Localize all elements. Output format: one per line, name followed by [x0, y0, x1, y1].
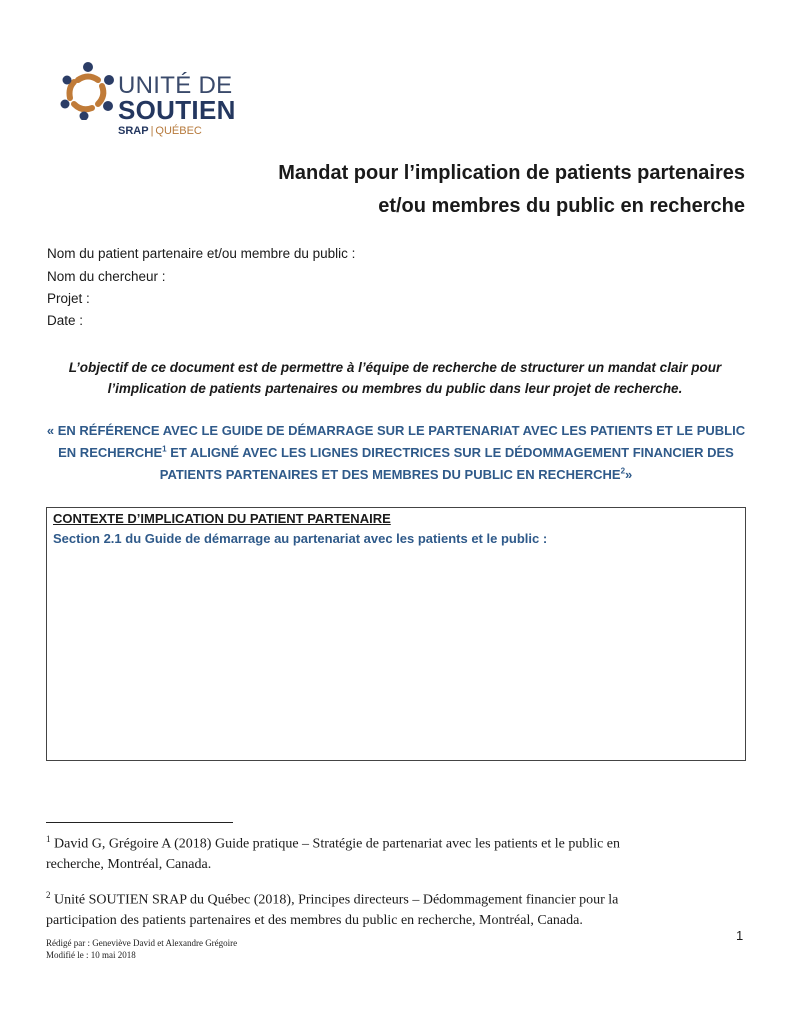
context-section-label: Section 2.1 du Guide de démarrage au partenariat avec les patients et le public : [53, 531, 548, 546]
logo-ring [70, 77, 104, 110]
logo-line1: UNITÉ DE [118, 72, 233, 99]
author-note: Rédigé par : Geneviève David et Alexandre Grégoire [46, 938, 238, 948]
title-line1: Mandat pour l’implication de patients partenaires [278, 162, 745, 184]
document-title [278, 157, 745, 223]
field-researcher-name: Nom du chercheur : [47, 269, 166, 284]
reference-part1: « EN RÉFÉRENCE AVEC LE GUIDE DE DÉMARRAGE SUR LE PARTENARIAT AVEC LES PATIENTS ET LE PUBLIC EN RECHERCHE [46, 423, 746, 460]
logo-separator: | [150, 125, 154, 137]
page-number: 1 [736, 928, 744, 943]
logo-wordmark [118, 74, 258, 138]
footnote-1 [46, 829, 736, 875]
field-patient-name: Nom du patient partenaire et/ou membre du public : [47, 246, 356, 261]
reference-part2: ET ALIGNÉ AVEC LES LIGNES DIRECTRICES SUR LE DÉDOMMAGEMENT FINANCIER DES PATIENTS PARTENAIRES ET DES MEMBRES DU PUBLIC EN RECHERCHE [159, 445, 734, 482]
footnote-2-line1: Unité SOUTIEN SRAP du Québec (2018), Principes directeurs – Dédommagement financier pour la [54, 892, 619, 908]
modified-note: Modifié le : 10 mai 2018 [46, 950, 136, 960]
footnote-1-line2: recherche, Montréal, Canada. [46, 856, 212, 872]
logo-srap: SRAP [118, 125, 149, 137]
reference-statement [40, 420, 752, 486]
footnote-ref-2: 2 [620, 466, 626, 476]
footnote-1-number: 1 [46, 834, 51, 844]
logo-quebec: QUÉBEC [155, 125, 202, 137]
footnote-divider [46, 822, 233, 823]
objective-line2: l’implication de patients partenaires ou membres du public dans leur projet de recherche. [107, 381, 683, 396]
reference-part3: » [625, 467, 633, 482]
footnote-2-number: 2 [46, 890, 51, 900]
logo-subline [118, 124, 258, 138]
footnote-2-line2: participation des patients partenaires et des membres du public en recherche, Montréal, Canada. [46, 912, 583, 928]
context-heading: CONTEXTE D’IMPLICATION DU PATIENT PARTENAIRE [53, 511, 391, 526]
title-line2: et/ou membres du public en recherche [378, 195, 745, 217]
objective-line1: L’objectif de ce document est de permettre à l’équipe de recherche de structurer un mandat clair pour [68, 360, 722, 375]
objective-statement [45, 357, 745, 399]
field-date: Date : [47, 313, 84, 328]
footnote-2 [46, 885, 736, 931]
field-project: Projet : [47, 291, 90, 306]
footnote-1-line1: David G, Grégoire A (2018) Guide pratique – Stratégie de partenariat avec les patients et le public en [54, 836, 621, 852]
logo-line2: SOUTIEN [118, 95, 236, 125]
context-box[interactable] [46, 507, 746, 761]
footnote-ref-1: 1 [162, 444, 167, 454]
logo-mark [60, 60, 116, 120]
